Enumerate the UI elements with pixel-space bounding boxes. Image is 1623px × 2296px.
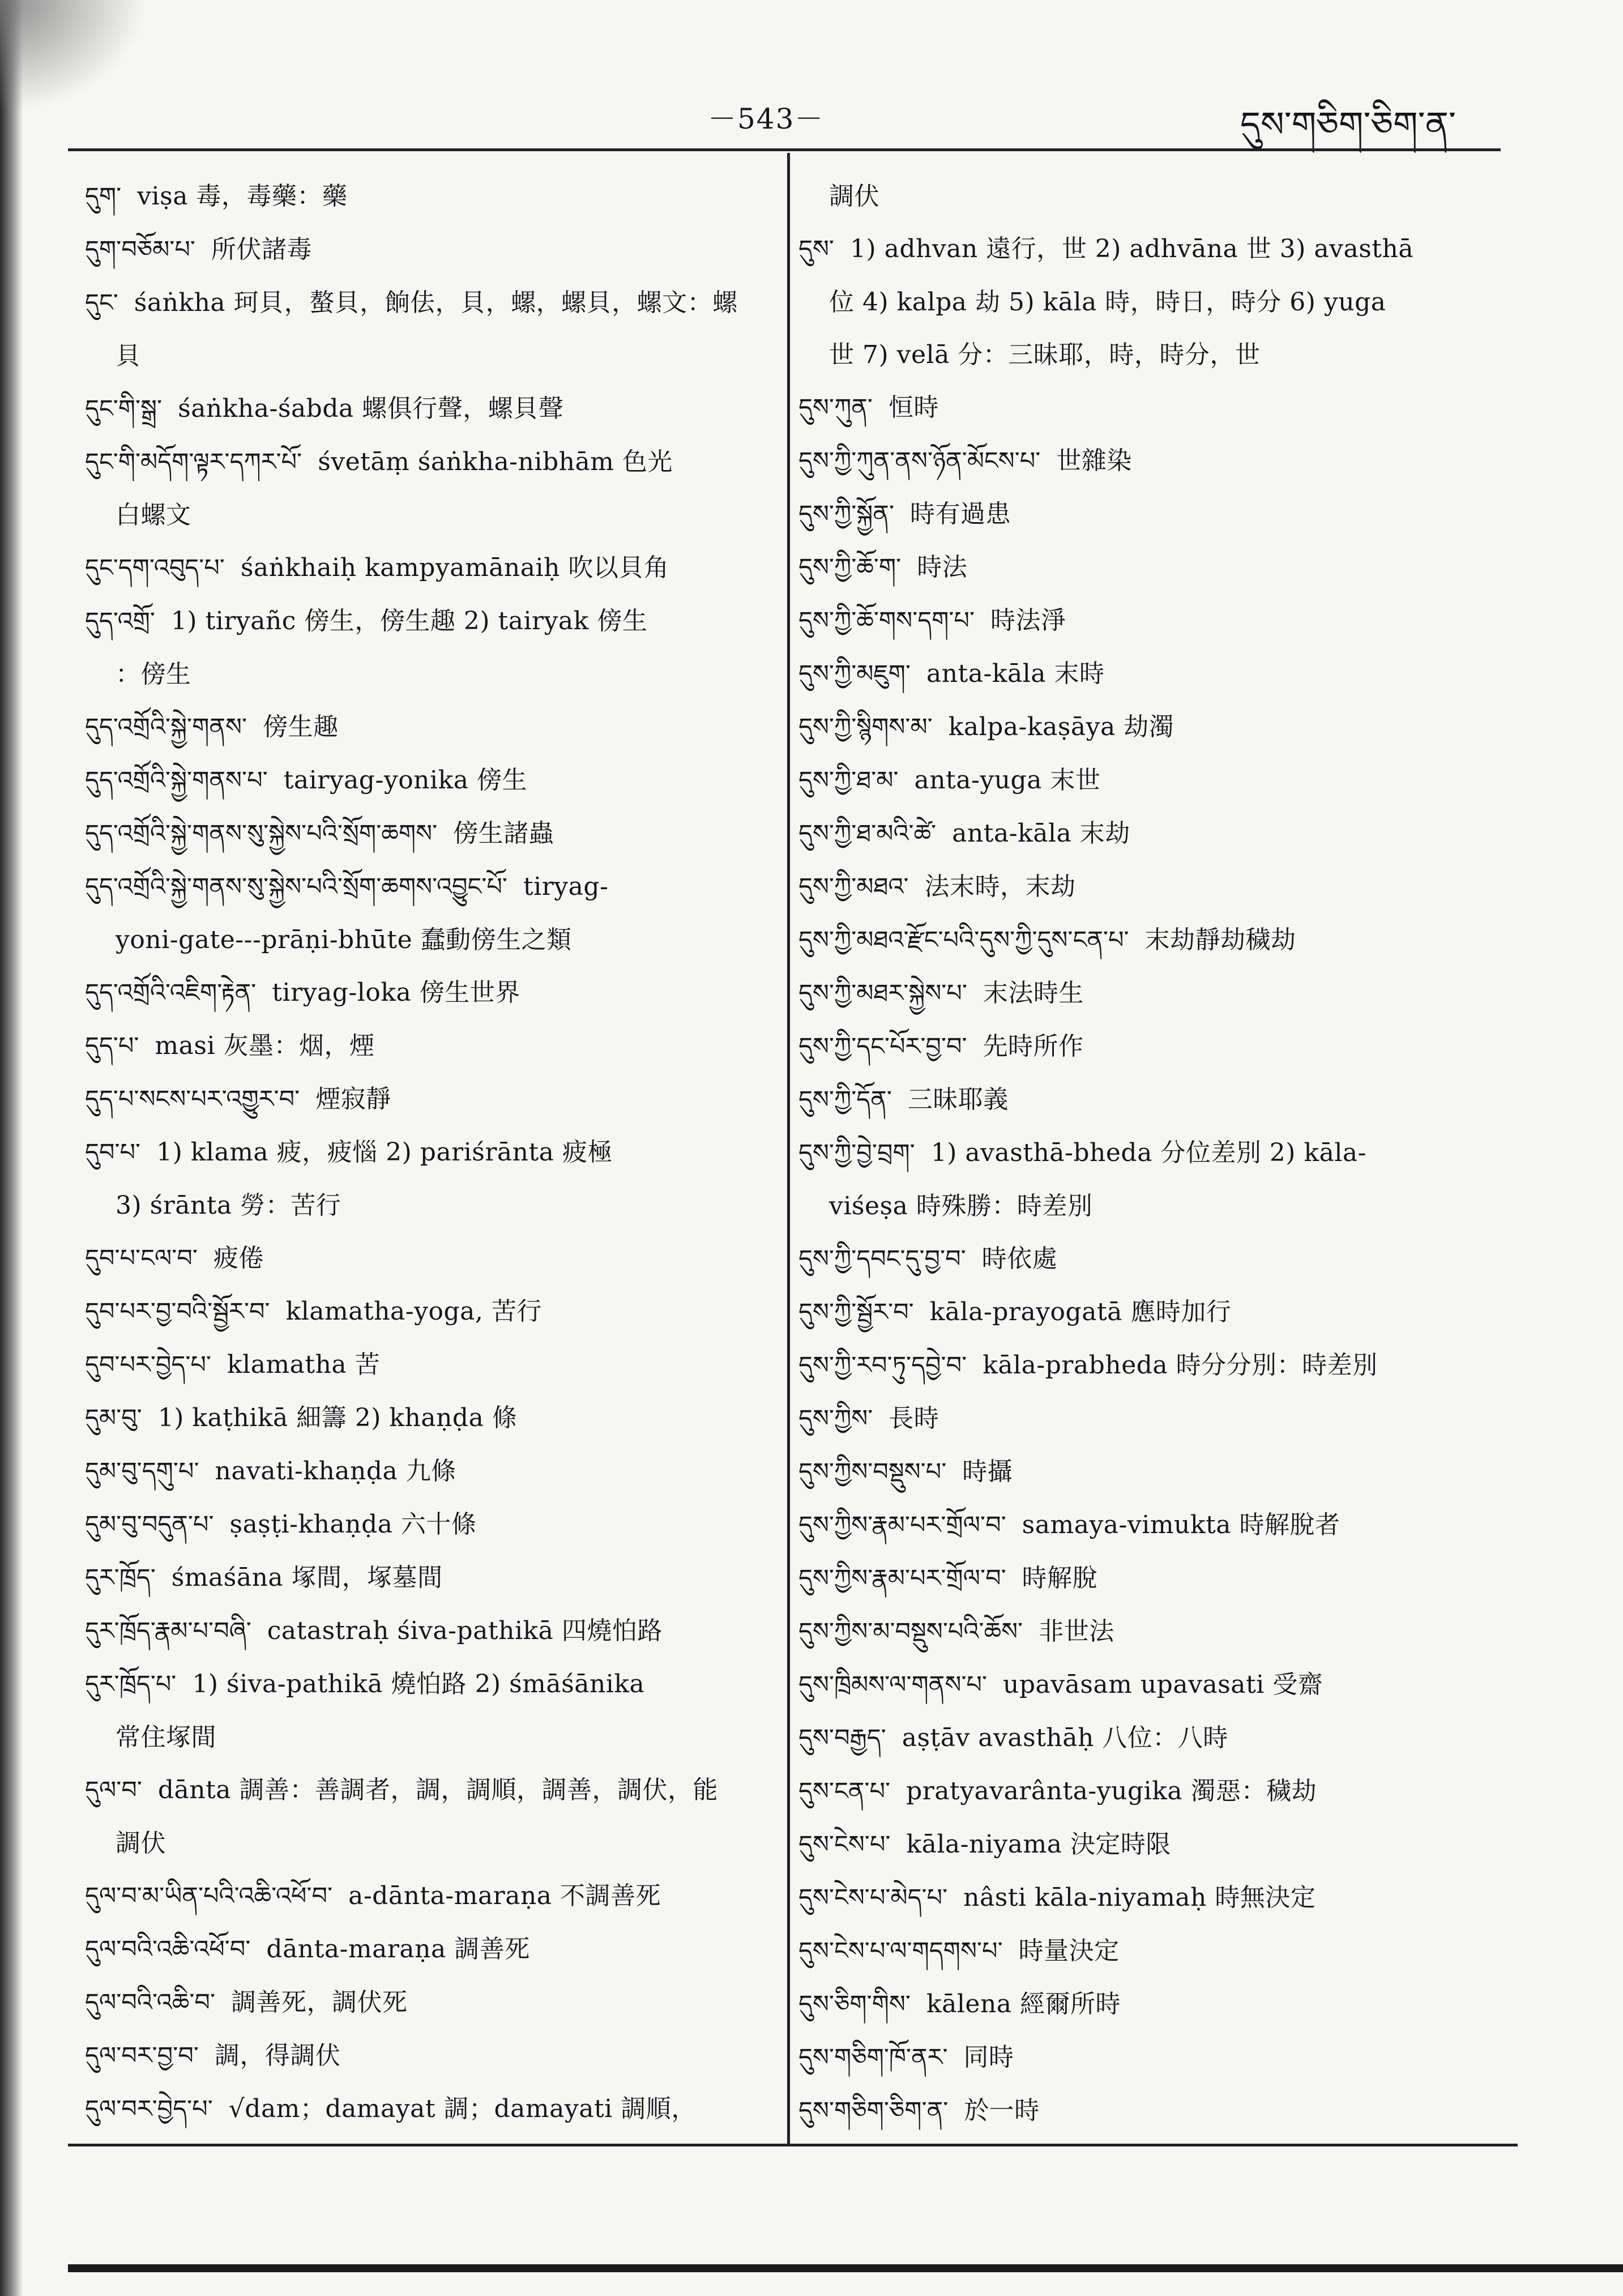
tibetan-headword: དུབ་པར་བྱེད་པ་ xyxy=(85,1351,211,1379)
tibetan-headword: དུས་ xyxy=(798,235,834,263)
dictionary-entry xyxy=(85,701,759,754)
tibetan-headword: དུས་ངེས་པ་ xyxy=(798,1830,891,1859)
dictionary-entry xyxy=(798,1073,1467,1126)
dictionary-entry xyxy=(85,807,759,860)
entry-definition: 恒時 xyxy=(888,393,939,422)
tibetan-headword: དུལ་བར་བྱེད་པ་ xyxy=(85,2095,213,2123)
dictionary-entry xyxy=(798,381,1467,434)
entry-definition: 調伏 xyxy=(829,182,879,211)
tibetan-headword: དུབ་པ་ xyxy=(85,1138,141,1167)
entry-definition: śmaśāna 塚間，塚墓間 xyxy=(171,1563,443,1592)
tibetan-headword: དུས་ཀྱི་བྱེ་བྲག་ xyxy=(798,1139,915,1167)
entry-definition: 3) śrānta 勞：苦行 xyxy=(116,1191,341,1220)
entry-definition: 三昧耶義 xyxy=(907,1085,1009,1114)
dictionary-entry xyxy=(85,1976,759,2029)
tibetan-headword: དུས་ཀྱི་སྙིགས་མ་ xyxy=(798,713,933,741)
entry-definition: 1) adhvan 遠行，世 2) adhvāna 世 3) avasthā xyxy=(849,234,1414,263)
tibetan-headword: དུས་ཀྱི་ཐ་མ་ xyxy=(798,766,899,795)
entry-definition: 調善死，調伏死 xyxy=(231,1988,408,2017)
tibetan-headword: དུས་ཀྱི་མཇུག་ xyxy=(798,660,911,688)
entry-definition: kālena 經爾所時 xyxy=(926,1990,1121,2018)
entry-definition: navati-khaṇḍa 九條 xyxy=(215,1457,456,1486)
entry-definition: śaṅkhaiḥ kampyamānaiḥ 吹以貝角 xyxy=(240,553,669,582)
dictionary-entry xyxy=(85,595,759,648)
tibetan-headword: དུད་པ་སངས་པར་འགྱུར་བ་ xyxy=(85,1085,300,1113)
dictionary-entry xyxy=(85,1870,759,1923)
entry-definition: 世 7) velā 分：三昧耶，時，時分，世 xyxy=(829,340,1261,369)
tibetan-headword: དུམ་བུ་བདུན་པ་ xyxy=(85,1510,214,1539)
entry-definition: 1) kaṭhikā 細籌 2) khaṇḍa 條 xyxy=(157,1403,518,1432)
entry-definition: 時攝 xyxy=(962,1457,1013,1486)
tibetan-headword: དུར་ཁྲོད་རྣམ་པ་བཞི་ xyxy=(85,1617,251,1645)
entry-definition: 1) tiryañc 傍生，傍生趣 2) tairyak 傍生 xyxy=(170,607,648,635)
entry-definition: 先時所作 xyxy=(983,1032,1084,1061)
tibetan-headword: དུང་གི་མདོག་ལྟར་དཀར་པོ་ xyxy=(85,448,302,476)
tibetan-headword: དུས་ཀྱིས་རྣམ་པར་གྲོལ་བ་ xyxy=(798,1564,1006,1593)
header-rule xyxy=(68,148,1501,151)
entry-continuation xyxy=(85,489,759,541)
entry-continuation xyxy=(798,170,1467,223)
entry-definition: 末法時生 xyxy=(983,979,1084,1008)
tibetan-headword: དུལ་བའི་འཆི་འཕོ་བ་ xyxy=(85,1935,251,1964)
entry-definition: catastraḥ śiva-pathikā 四燒怕路 xyxy=(267,1616,663,1645)
entry-definition: 時量決定 xyxy=(1018,1936,1120,1965)
entry-definition: 末劫靜劫穢劫 xyxy=(1144,925,1296,954)
tibetan-headword: དུས་ཁྲིམས་ལ་གནས་པ་ xyxy=(798,1671,987,1699)
dictionary-entry xyxy=(798,1924,1467,1978)
entry-definition: 調伏 xyxy=(116,1829,166,1858)
tibetan-headword: དུས་ཀྱིས་བསྡུས་པ་ xyxy=(798,1458,947,1486)
entry-definition: tiryag-loka 傍生世界 xyxy=(272,978,520,1007)
tibetan-headword: དུས་བརྒྱད་ xyxy=(798,1724,886,1752)
tibetan-headword: དུལ་བ་ xyxy=(85,1776,142,1804)
dictionary-entry xyxy=(85,966,759,1019)
tibetan-headword: དུད་འགྲོའི་སྐྱེ་གནས་སུ་སྐྱེས་པའི་སྲོག་ཆགས་འབྱུང་པོ་ xyxy=(85,873,507,901)
dictionary-entry xyxy=(85,1764,759,1817)
dictionary-entry xyxy=(798,434,1467,488)
entry-definition: dānta 調善：善調者，調，調順，調善，調伏，能 xyxy=(157,1776,719,1804)
dictionary-entry xyxy=(798,1499,1467,1552)
tibetan-headword: དུས་ཀྱི་སྐྱོན་ xyxy=(798,500,894,528)
entry-definition: 貝 xyxy=(116,342,141,370)
entry-definition: 煙寂靜 xyxy=(315,1085,391,1113)
scan-corner-shadow xyxy=(0,0,147,113)
tibetan-headword: དུས་ཀྱི་ཀུན་ནས་ཉོན་མོངས་པ་ xyxy=(798,447,1041,475)
tibetan-headword: དུས་ཀྱི་མཐའ་ xyxy=(798,873,909,901)
tibetan-headword: དུག་ xyxy=(85,182,122,211)
entry-definition: tiryag- xyxy=(523,872,609,901)
dictionary-entry xyxy=(85,754,759,807)
tibetan-headword: དུང་གི་སྒྲ་ xyxy=(85,395,163,423)
entry-definition: 1) klama 疲，疲惱 2) pariśrānta 疲極 xyxy=(156,1138,613,1167)
tibetan-headword: དུས་གཅིག་ཅིག་ན་ xyxy=(798,2097,949,2125)
tibetan-headword: དུས་ཀྱི་དབང་དུ་བྱ་བ་ xyxy=(798,1245,966,1273)
entry-continuation xyxy=(798,1180,1467,1232)
tibetan-headword: དུག་བཅོམ་པ་ xyxy=(85,236,195,264)
dictionary-entry xyxy=(798,1552,1467,1605)
entry-definition: 長時 xyxy=(889,1404,939,1433)
entry-definition: śvetāṃ śaṅkha-nibhām 色光 xyxy=(318,447,673,476)
entry-definition: tairyag-yonika 傍生 xyxy=(283,766,527,795)
tibetan-headword: དུས་ཀྱིས་ xyxy=(798,1405,873,1433)
tibetan-headword: དུས་ཀྱི་ཐ་མའི་ཚེ་ xyxy=(798,820,937,848)
entry-continuation xyxy=(85,1817,759,1870)
dictionary-entry xyxy=(85,170,759,223)
entry-definition: 時法淨 xyxy=(990,606,1066,635)
tibetan-headword: དུས་ངན་པ་ xyxy=(798,1777,891,1806)
dictionary-entry xyxy=(85,1338,759,1392)
tibetan-headword: དུང་ xyxy=(85,289,118,317)
entry-definition: 白螺文 xyxy=(116,501,191,530)
dictionary-entry xyxy=(85,1923,759,1976)
tibetan-headword: དུས་ཅིག་གིས་ xyxy=(798,1990,911,2018)
entry-continuation xyxy=(85,914,759,966)
dictionary-entry xyxy=(85,1285,759,1338)
tibetan-headword: དུར་ཁྲོད་པ་ xyxy=(85,1670,177,1698)
running-header: དུས་གཅིག་ཅིག་ན་ xyxy=(1240,104,1456,145)
dictionary-entry xyxy=(798,860,1467,914)
entry-continuation xyxy=(85,648,759,701)
entry-definition: upavāsam upavasati 受齋 xyxy=(1003,1670,1323,1699)
dictionary-entry xyxy=(85,2029,759,2082)
tibetan-headword: དུས་ཀྱི་དོན་ xyxy=(798,1086,892,1114)
dictionary-entry xyxy=(85,1551,759,1604)
tibetan-headword: དུད་འགྲོའི་སྐྱེ་གནས་ xyxy=(85,713,247,741)
tibetan-headword: དུད་འགྲོའི་སྐྱེ་གནས་པ་ xyxy=(85,766,268,795)
entry-continuation xyxy=(85,330,759,382)
tibetan-headword: དུར་ཁྲོད་ xyxy=(85,1564,156,1592)
tibetan-headword: དུས་ཀྱི་མཐའ་རྫོང་པའི་དུས་ཀྱི་དུས་ངན་པ་ xyxy=(798,926,1129,954)
entry-definition: samaya-vimukta 時解脫者 xyxy=(1022,1510,1340,1539)
dictionary-entry xyxy=(85,1232,759,1285)
dictionary-entry xyxy=(85,1604,759,1658)
entry-definition: nâsti kāla-niyamaḥ 時無決定 xyxy=(963,1883,1316,1912)
dictionary-entry xyxy=(85,223,759,276)
entry-definition: ṣaṣṭi-khaṇḍa 六十條 xyxy=(229,1510,477,1539)
column-divider xyxy=(787,153,790,2146)
entry-continuation xyxy=(798,328,1467,381)
entry-definition: 疲倦 xyxy=(213,1244,264,1273)
entry-definition: 調，得調伏 xyxy=(214,2041,341,2070)
tibetan-headword: དུས་ངེས་པ་མེད་པ་ xyxy=(798,1884,948,1912)
entry-definition: 所伏諸毒 xyxy=(211,235,312,264)
dictionary-entry xyxy=(798,1126,1467,1180)
tibetan-headword: དུས་ངེས་པ་ལ་གདགས་པ་ xyxy=(798,1937,1003,1965)
entry-definition: viśeṣa 時殊勝：時差別 xyxy=(829,1192,1093,1220)
dictionary-entry xyxy=(85,1498,759,1551)
tibetan-headword: དུལ་བ་མ་ཡིན་པའི་འཆི་འཕོ་བ་ xyxy=(85,1882,333,1910)
dictionary-entry xyxy=(85,1019,759,1073)
dictionary-entry xyxy=(85,1445,759,1498)
dictionary-entry xyxy=(798,1978,1467,2031)
dictionary-entry xyxy=(85,2082,759,2136)
dictionary-entry xyxy=(85,1392,759,1445)
dictionary-entry xyxy=(798,967,1467,1020)
dictionary-entry xyxy=(85,276,759,330)
dictionary-entry xyxy=(798,2084,1467,2137)
entry-definition: a-dānta-maraṇa 不調善死 xyxy=(348,1881,661,1910)
tibetan-headword: དུམ་བུ་ xyxy=(85,1404,142,1432)
entry-definition: √dam；damayat 調；damayati 調順， xyxy=(228,2094,697,2123)
dictionary-entry xyxy=(798,1871,1467,1924)
dictionary-entry xyxy=(798,807,1467,860)
tibetan-headword: དུས་གཅིག་ཁོ་ནར་ xyxy=(798,2043,948,2072)
dictionary-entry xyxy=(798,754,1467,807)
tibetan-headword: དུས་ཀྱིས་རྣམ་པར་གྲོལ་བ་ xyxy=(798,1511,1006,1539)
dictionary-entry xyxy=(85,541,759,595)
dictionary-entry xyxy=(85,1126,759,1179)
entry-definition: anta-kāla 末劫 xyxy=(952,819,1130,848)
entry-continuation xyxy=(85,1179,759,1232)
entry-definition: 時有過患 xyxy=(910,500,1011,528)
entry-continuation xyxy=(85,1711,759,1764)
dictionary-entry xyxy=(798,541,1467,594)
dictionary-entry xyxy=(85,1073,759,1126)
entry-definition: 1) avasthā-bheda 分位差別 2) kāla- xyxy=(930,1138,1367,1167)
entry-definition: 時依處 xyxy=(981,1244,1058,1273)
dictionary-entry xyxy=(798,1765,1467,1818)
tibetan-headword: དུབ་པ་ངལ་བ་ xyxy=(85,1244,198,1273)
dictionary-entry xyxy=(798,1392,1467,1445)
entry-definition: 非世法 xyxy=(1039,1617,1114,1646)
dictionary-entry xyxy=(798,1020,1467,1073)
dictionary-entry xyxy=(798,1232,1467,1286)
left-column xyxy=(85,170,759,2136)
entry-definition: kāla-prayogatā 應時加行 xyxy=(929,1298,1232,1326)
tibetan-headword: དུས་ཀུན་ xyxy=(798,394,873,422)
entry-definition: 世雜染 xyxy=(1056,446,1132,475)
tibetan-headword: དུད་འགྲོ་ xyxy=(85,607,155,635)
dictionary-entry xyxy=(798,1339,1467,1392)
entry-definition: klamatha 苦 xyxy=(227,1350,381,1379)
dictionary-entry xyxy=(798,2031,1467,2084)
entry-definition: 位 4) kalpa 劫 5) kāla 時，時日，時分 6) yuga xyxy=(829,288,1386,317)
entry-definition: 同時 xyxy=(963,2043,1014,2072)
entry-definition: 於一時 xyxy=(964,2096,1040,2125)
entry-definition: 1) śiva-pathikā 燒怕路 2) śmāśānika xyxy=(192,1670,645,1698)
dictionary-entry xyxy=(798,1658,1467,1712)
entry-definition: klamatha-yoga, 苦行 xyxy=(285,1297,542,1326)
scan-edge-shadow xyxy=(0,0,23,2296)
tibetan-headword: དུད་པ་ xyxy=(85,1032,139,1060)
dictionary-entry xyxy=(798,1818,1467,1871)
entry-definition: kāla-niyama 決定時限 xyxy=(906,1830,1171,1859)
entry-definition: anta-kāla 末時 xyxy=(926,659,1105,688)
dictionary-entry xyxy=(798,701,1467,754)
tibetan-headword: དུམ་བུ་དགུ་པ་ xyxy=(85,1457,199,1486)
dictionary-entry xyxy=(85,382,759,436)
dictionary-entry xyxy=(798,914,1467,967)
entry-definition: dānta-maraṇa 調善死 xyxy=(266,1935,530,1964)
dictionary-entry xyxy=(85,860,759,914)
footer-rule xyxy=(68,2144,1518,2146)
entry-definition: aṣṭāv avasthāḥ 八位：八時 xyxy=(902,1723,1228,1752)
page-number: －543－ xyxy=(708,103,825,135)
entry-definition: viṣa 毒，毒藥：藥 xyxy=(137,182,348,211)
entry-definition: anta-yuga 末世 xyxy=(914,766,1101,795)
dictionary-entry xyxy=(798,1605,1467,1658)
tibetan-headword: དུས་ཀྱི་ཆོ་ག་ xyxy=(798,553,902,582)
tibetan-headword: དུས་ཀྱི་རབ་ཏུ་དབྱེ་བ་ xyxy=(798,1351,967,1380)
tibetan-headword: དུབ་པར་བྱ་བའི་སྦྱོར་བ་ xyxy=(85,1298,270,1326)
entry-definition: śaṅkha 珂貝，螯貝，餉佉，貝，螺，螺貝，螺文：螺 xyxy=(134,288,738,317)
tibetan-headword: དུད་འགྲོའི་སྐྱེ་གནས་སུ་སྐྱེས་པའི་སྲོག་ཆགས་ xyxy=(85,820,438,848)
tibetan-headword: དུལ་བའི་འཆི་བ་ xyxy=(85,1988,216,2017)
dictionary-entry xyxy=(798,1445,1467,1499)
tibetan-headword: དུང་དག་འབུད་པ་ xyxy=(85,554,225,582)
dictionary-entry xyxy=(798,647,1467,701)
entry-continuation xyxy=(798,276,1467,328)
tibetan-headword: དུས་ཀྱི་དང་པོར་བྱ་བ་ xyxy=(798,1032,967,1061)
tibetan-headword: དུས་ཀྱི་ཆོ་གས་དག་པ་ xyxy=(798,607,975,635)
tibetan-headword: དུད་འགྲོའི་འཇིག་རྟེན་ xyxy=(85,979,257,1007)
dictionary-entry xyxy=(85,436,759,489)
tibetan-headword: དུལ་བར་བྱ་བ་ xyxy=(85,2042,199,2070)
entry-definition: kāla-prabheda 時分分別：時差別 xyxy=(983,1351,1378,1380)
entry-definition: 時解脫 xyxy=(1022,1564,1098,1593)
entry-definition: 時法 xyxy=(917,553,968,582)
dictionary-entry xyxy=(85,1658,759,1711)
entry-definition: kalpa-kaṣāya 劫濁 xyxy=(948,712,1174,741)
entry-definition: 傍生趣 xyxy=(263,712,339,741)
right-column xyxy=(798,170,1467,2137)
entry-definition: śaṅkha-śabda 螺俱行聲，螺貝聲 xyxy=(178,394,564,423)
dictionary-entry xyxy=(798,223,1467,276)
dictionary-entry xyxy=(798,1712,1467,1765)
dictionary-entry xyxy=(798,594,1467,647)
tibetan-headword: དུས་ཀྱི་མཐར་སྐྱེས་པ་ xyxy=(798,979,967,1008)
entry-definition: masi 灰墨：烟，煙 xyxy=(155,1031,375,1060)
entry-definition: 法末時，末劫 xyxy=(924,872,1076,901)
entry-definition: 常住塚間 xyxy=(116,1723,216,1752)
page-bottom-band xyxy=(68,2264,1623,2272)
entry-definition: ：傍生 xyxy=(116,660,191,689)
tibetan-headword: དུས་ཀྱི་སྦྱོར་བ་ xyxy=(798,1298,914,1326)
dictionary-entry xyxy=(798,488,1467,541)
dictionary-entry xyxy=(798,1286,1467,1339)
entry-definition: 傍生諸蟲 xyxy=(453,819,554,848)
tibetan-headword: དུས་ཀྱིས་མ་བསྡུས་པའི་ཆོས་ xyxy=(798,1618,1023,1646)
entry-definition: yoni-gate---prāṇi-bhūte 蠢動傍生之類 xyxy=(116,925,572,954)
entry-definition: pratyavarânta-yugika 濁惡：穢劫 xyxy=(906,1777,1317,1806)
